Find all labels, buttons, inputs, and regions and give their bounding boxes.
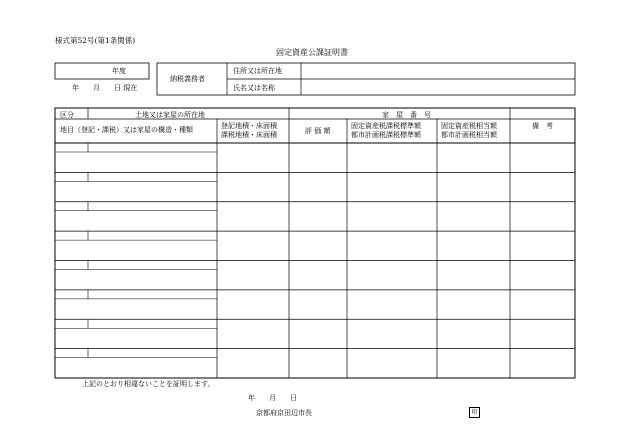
seal-mark: 印 <box>469 407 480 418</box>
header-tax-amount: 固定資産税相当額 都市計画税相当額 <box>441 122 497 139</box>
header-house-number: 家 屋 番 号 <box>382 111 431 119</box>
form-number: 様式第52号(第1条関係) <box>55 36 136 45</box>
address-label: 住所又は所在地 <box>233 67 282 75</box>
header-category: 区分 <box>60 111 74 119</box>
name-label: 氏名又は名称 <box>233 84 275 92</box>
certification-text: 上記のとおり相違ないことを証明します。 <box>82 380 215 388</box>
header-location: 土地又は家屋の所在地 <box>135 111 205 119</box>
header-area: 登記地積・床面積 課税地積・床面積 <box>221 122 277 139</box>
fiscal-year-label: 年度 <box>112 67 126 75</box>
header-tax-base: 固定資産税課税標準額 都市計画税課税標準額 <box>351 122 421 139</box>
issuer-name: 京都府京田辺市長 <box>256 409 312 417</box>
taxpayer-label: 納税義務者 <box>170 75 205 83</box>
certification-date: 年 月 日 <box>248 394 297 402</box>
main-table-border <box>55 108 575 378</box>
as-of-date-label: 年 月 日 現在 <box>72 84 138 92</box>
page-title: 固定資産公課証明書 <box>276 48 348 57</box>
fiscal-year-box <box>55 63 149 79</box>
header-remarks: 備 考 <box>532 122 553 130</box>
header-land-kind: 地目（登記・課税）又は家屋の構造・種類 <box>60 126 193 134</box>
header-valuation: 評 価 額 <box>305 127 331 135</box>
